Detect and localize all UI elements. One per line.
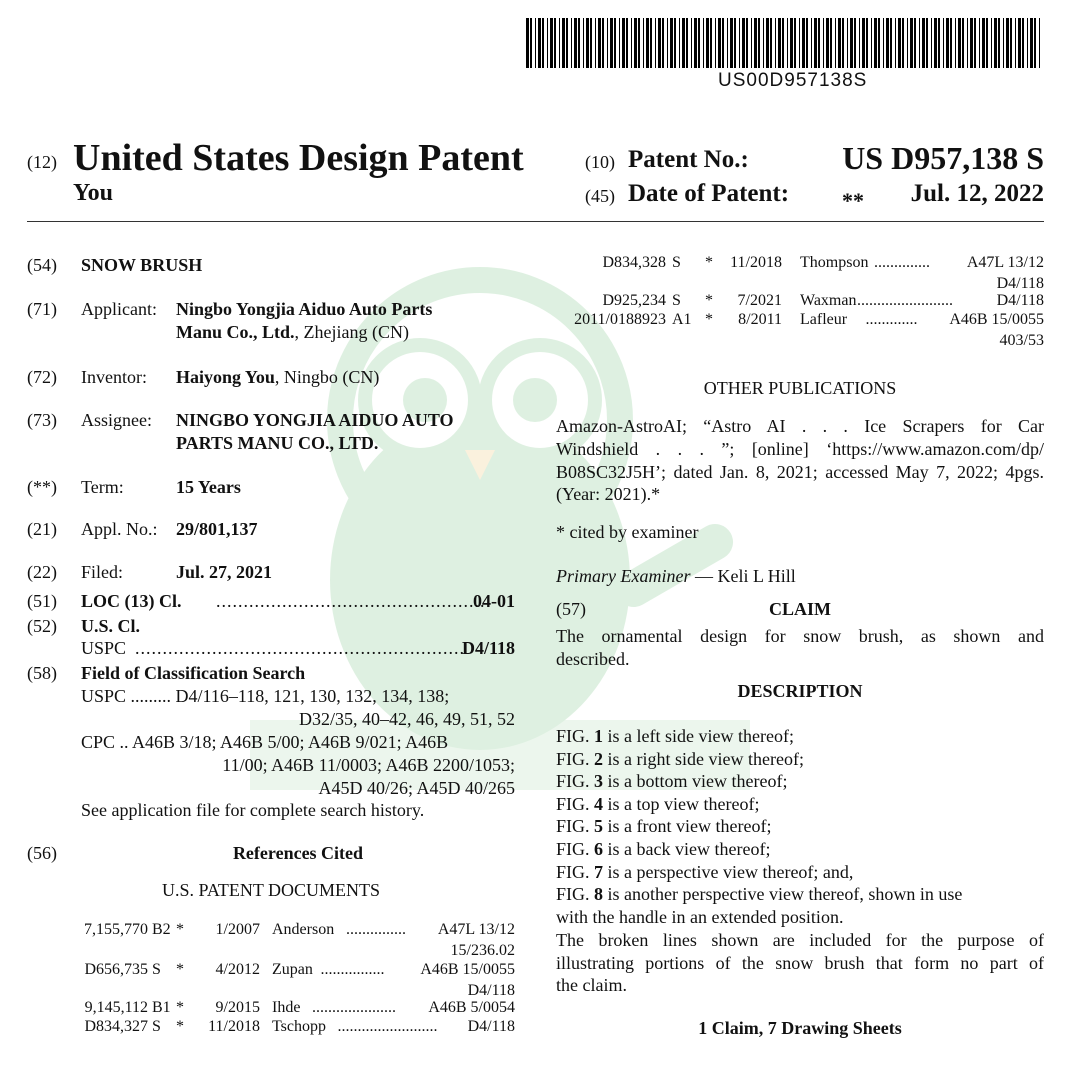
barcode-bar xyxy=(679,18,680,68)
barcode-bar xyxy=(946,18,949,68)
fig-description: is a left side view thereof; xyxy=(603,726,794,746)
barcode-bar xyxy=(658,18,661,68)
us-patent-docs-title: U.S. PATENT DOCUMENTS xyxy=(161,880,381,900)
ref-class: A47L 13/12 xyxy=(966,254,1044,271)
description-title: DESCRIPTION xyxy=(737,681,863,701)
ref-name: Zupan xyxy=(272,961,313,978)
barcode-bar xyxy=(670,18,673,68)
field-cpc-3: A45D 40/26; A45D 40/265 xyxy=(318,778,515,798)
ref-class: D4/118 xyxy=(996,292,1044,309)
fig-number: 8 xyxy=(594,884,604,905)
barcode-bar xyxy=(794,18,796,68)
barcode-bar xyxy=(694,18,697,68)
ref-date: 1/2007 xyxy=(215,921,260,938)
figure-item xyxy=(556,862,853,883)
fig-prefix: FIG. xyxy=(556,839,595,859)
barcode-bar xyxy=(802,18,805,68)
code-45: (45) xyxy=(585,186,615,206)
barcode-bar xyxy=(1039,18,1040,68)
barcode-bar xyxy=(1030,18,1033,68)
barcode-bar xyxy=(919,18,920,68)
fig-number: 2 xyxy=(594,748,604,769)
barcode-bar xyxy=(730,18,733,68)
barcode-bar xyxy=(991,18,992,68)
fig-prefix: FIG. xyxy=(556,861,595,882)
code-52: (52) xyxy=(27,616,57,636)
figure-item xyxy=(556,794,759,815)
barcode-bar xyxy=(790,18,793,68)
code-58: (58) xyxy=(27,663,57,683)
figure-item xyxy=(556,771,787,792)
barcode-bar xyxy=(998,18,1000,68)
search-history-note: See application file for complete search history. xyxy=(81,800,425,820)
fig-description: is a perspective view thereof; and, xyxy=(603,861,854,882)
barcode-bar xyxy=(691,18,692,68)
fig-prefix: FIG. xyxy=(556,793,595,814)
ref-star: * xyxy=(176,961,184,978)
barcode-bar xyxy=(758,18,760,68)
loc-value: 04-01 xyxy=(473,591,515,611)
barcode-bar xyxy=(598,18,601,68)
barcode-bar xyxy=(886,18,889,68)
barcode-icon xyxy=(526,18,1046,70)
barcode-bar xyxy=(602,18,604,68)
barcode-bar xyxy=(559,18,560,68)
ref-kind: A1 xyxy=(672,311,692,328)
ref-date: 11/2018 xyxy=(208,1018,260,1035)
barcode-bar xyxy=(586,18,589,68)
assignee-line-2: PARTS MANU CO., LTD. xyxy=(176,433,379,453)
barcode-bar xyxy=(550,18,553,68)
assignee-label: Assignee: xyxy=(81,410,152,430)
barcode-bar xyxy=(986,18,988,68)
barcode-bar xyxy=(974,18,976,68)
ref-date: 7/2021 xyxy=(737,292,782,309)
patent-date: Jul. 12, 2022 xyxy=(910,180,1044,207)
barcode-bar xyxy=(883,18,884,68)
barcode-bar xyxy=(650,18,652,68)
broken-lines-3: the claim. xyxy=(556,975,627,995)
us-cl-label: U.S. Cl. xyxy=(81,616,141,636)
ref-class: A46B 5/0054 xyxy=(428,999,515,1016)
barcode-bar xyxy=(938,18,940,68)
barcode-bar xyxy=(866,18,868,68)
inventor-name: Haiyong You xyxy=(176,367,275,387)
ref-class: D4/118 xyxy=(467,1018,515,1035)
ref-class-2: D4/118 xyxy=(996,275,1044,292)
term-value: 15 Years xyxy=(176,477,241,497)
other-pub-line-1: Amazon-AstroAI; “Astro AI . . . Ice Scrapers for Car xyxy=(556,416,1044,436)
barcode-bar xyxy=(614,18,616,68)
examiner-line xyxy=(556,566,796,587)
barcode-bar xyxy=(643,18,644,68)
broken-lines-2: illustrating portions of the snow brush that form no part of xyxy=(556,953,1044,973)
ref-date: 9/2015 xyxy=(215,999,260,1016)
barcode-bar xyxy=(662,18,664,68)
ref-name: Waxman xyxy=(800,292,857,309)
ref-name: Lafleur xyxy=(800,311,848,328)
uspc-dots: ............................................................ xyxy=(135,638,465,658)
inventor-line xyxy=(176,367,379,388)
barcode-bar xyxy=(842,18,844,68)
examiner-label: Primary Examiner xyxy=(556,566,691,586)
ref-date: 4/2012 xyxy=(215,961,260,978)
date-stars: ** xyxy=(842,188,864,213)
ref-star: * xyxy=(176,921,184,938)
barcode-bar xyxy=(811,18,812,68)
fig-number: 4 xyxy=(594,793,604,814)
barcode-bar xyxy=(878,18,880,68)
code-10: (10) xyxy=(585,152,615,172)
barcode-bar xyxy=(823,18,824,68)
barcode-bar xyxy=(814,18,817,68)
barcode-bar xyxy=(638,18,640,68)
patent-no-label: Patent No.: xyxy=(628,146,749,173)
barcode-bar xyxy=(530,18,532,68)
barcode-bar xyxy=(634,18,637,68)
barcode-bar xyxy=(610,18,613,68)
barcode-bar xyxy=(538,18,541,68)
cited-by-examiner: * cited by examiner xyxy=(556,522,699,542)
barcode-bar xyxy=(902,18,904,68)
ref-dots: ................ xyxy=(320,961,385,978)
barcode-bar xyxy=(850,18,853,68)
fig-prefix: FIG. xyxy=(556,748,595,769)
barcode-bar xyxy=(706,18,709,68)
ref-dots: ............. xyxy=(865,311,918,328)
fig-number: 7 xyxy=(594,861,604,882)
fig-number: 3 xyxy=(594,771,604,792)
ref-star: * xyxy=(705,254,713,271)
barcode-bar xyxy=(994,18,997,68)
barcode-bar xyxy=(910,18,913,68)
inventor-location: , Ningbo (CN) xyxy=(274,367,380,387)
code-73: (73) xyxy=(27,410,57,430)
barcode-bar xyxy=(746,18,748,68)
barcode-bar xyxy=(775,18,776,68)
barcode-bar xyxy=(698,18,700,68)
code-56: (56) xyxy=(27,843,57,863)
barcode-bar xyxy=(742,18,745,68)
claim-line-2: described. xyxy=(556,649,630,669)
code-54: (54) xyxy=(27,255,57,275)
barcode-bar xyxy=(950,18,952,68)
applicant-label: Applicant: xyxy=(81,299,157,319)
ref-number: D925,234 xyxy=(602,292,666,309)
barcode-bar xyxy=(682,18,685,68)
term-label: Term: xyxy=(81,477,124,497)
applicant-line-2 xyxy=(176,322,409,343)
appl-no-label: Appl. No.: xyxy=(81,519,158,539)
filed-value: Jul. 27, 2021 xyxy=(176,562,273,582)
fig-number: 6 xyxy=(594,839,604,859)
barcode-bar xyxy=(583,18,584,68)
barcode-bar xyxy=(619,18,620,68)
code-72: (72) xyxy=(27,367,57,387)
applicant-location: , Zhejiang (CN) xyxy=(294,322,409,342)
barcode-bar xyxy=(778,18,781,68)
ref-kind: B1 xyxy=(152,999,171,1016)
field-cpc-1: CPC .. A46B 3/18; A46B 5/00; A46B 9/021; A46B xyxy=(81,732,449,752)
figure-item xyxy=(556,816,771,837)
design-title: SNOW BRUSH xyxy=(81,255,203,275)
patent-number: US D957,138 S xyxy=(842,140,1044,176)
ref-name: Tschopp xyxy=(272,1018,326,1035)
barcode-bar xyxy=(595,18,596,68)
barcode-bar xyxy=(763,18,764,68)
barcode-bar xyxy=(818,18,820,68)
barcode-bar xyxy=(787,18,788,68)
examiner-name: Keli L Hill xyxy=(717,566,796,586)
barcode-bar xyxy=(979,18,980,68)
barcode-bar xyxy=(622,18,625,68)
fig-prefix: FIG. xyxy=(556,816,595,837)
ref-number: 2011/0188923 xyxy=(574,311,666,328)
ref-name: Thompson xyxy=(800,254,869,271)
barcode-bar xyxy=(931,18,932,68)
barcode-bar xyxy=(727,18,728,68)
barcode-bar xyxy=(1027,18,1028,68)
date-label: Date of Patent: xyxy=(628,180,790,207)
fig-prefix: FIG. xyxy=(556,884,595,905)
barcode-bar xyxy=(718,18,721,68)
barcode-bar xyxy=(826,18,829,68)
fig-description: is a right side view thereof; xyxy=(603,748,804,769)
barcode-bar xyxy=(874,18,877,68)
claim-line-1: The ornamental design for snow brush, as shown and xyxy=(556,626,1044,646)
barcode-bar xyxy=(526,18,529,68)
code-51: (51) xyxy=(27,591,57,611)
other-pub-line-4: (Year: 2021).* xyxy=(556,484,661,504)
figure-item xyxy=(556,884,962,905)
barcode-bar xyxy=(770,18,772,68)
ref-date: 8/2011 xyxy=(738,311,782,328)
ref-dots: ........................ xyxy=(857,292,953,309)
barcode-bar xyxy=(967,18,968,68)
barcode-bar xyxy=(835,18,836,68)
barcode-bar xyxy=(715,18,716,68)
fig-description: is a top view thereof; xyxy=(603,793,760,814)
fig-description: is a bottom view thereof; xyxy=(603,771,788,792)
barcode-bar xyxy=(914,18,916,68)
barcode-bar xyxy=(571,18,572,68)
barcode-bar xyxy=(590,18,592,68)
assignee-line-1: NINGBO YONGJIA AIDUO AUTO xyxy=(176,410,454,430)
barcode-bar xyxy=(898,18,901,68)
barcode-bar xyxy=(1003,18,1004,68)
barcode-bar xyxy=(926,18,928,68)
page-title: United States Design Patent xyxy=(73,137,524,179)
barcode-bar xyxy=(799,18,800,68)
barcode-bar xyxy=(574,18,577,68)
uspc-label: USPC xyxy=(81,638,127,658)
barcode-bar xyxy=(1015,18,1016,68)
barcode-bar xyxy=(970,18,973,68)
ref-kind: S xyxy=(672,254,681,271)
barcode-bar xyxy=(686,18,688,68)
barcode-bar xyxy=(854,18,856,68)
ref-dots: ............... xyxy=(346,921,406,938)
barcode-bar xyxy=(1022,18,1024,68)
ref-dots: .............. xyxy=(874,254,930,271)
ref-kind: S xyxy=(152,1018,161,1035)
examiner-dash: — xyxy=(690,566,718,586)
field-cpc-2: 11/00; A46B 11/0003; A46B 2200/1053; xyxy=(222,755,515,775)
ref-class-2: D4/118 xyxy=(467,982,515,999)
barcode-bar xyxy=(734,18,736,68)
barcode-bar xyxy=(862,18,865,68)
barcode-bar xyxy=(646,18,649,68)
barcode-bar xyxy=(943,18,944,68)
barcode-bar xyxy=(922,18,925,68)
figure-item xyxy=(556,726,794,747)
barcode-bar xyxy=(871,18,872,68)
ref-number: 9,145,112 xyxy=(84,999,148,1016)
figure-item xyxy=(556,749,804,770)
fig8-continuation: with the handle in an extended position. xyxy=(556,907,844,927)
ref-class-2: 15/236.02 xyxy=(450,942,515,959)
fig-number: 5 xyxy=(594,816,604,837)
barcode-bar xyxy=(751,18,752,68)
code-term: (**) xyxy=(27,477,57,497)
barcode-bar xyxy=(782,18,784,68)
barcode-bar xyxy=(830,18,832,68)
ref-star: * xyxy=(705,311,713,328)
loc-dots: ................................................. xyxy=(216,591,486,611)
barcode-bar xyxy=(934,18,937,68)
ref-number: D834,327 xyxy=(84,1018,148,1035)
references-title: References Cited xyxy=(232,843,364,863)
appl-no-value: 29/801,137 xyxy=(176,519,258,539)
barcode-bar xyxy=(562,18,565,68)
barcode-bar xyxy=(667,18,668,68)
ref-kind: S xyxy=(152,961,161,978)
barcode-bar xyxy=(703,18,704,68)
barcode-number: US00D957138S xyxy=(718,70,868,91)
uspc-value: D4/118 xyxy=(461,638,515,658)
ref-class: A47L 13/12 xyxy=(437,921,515,938)
fig-description: is a front view thereof; xyxy=(603,816,772,837)
barcode-bar xyxy=(554,18,556,68)
ref-class: A46B 15/0055 xyxy=(949,311,1044,328)
barcode-bar xyxy=(982,18,985,68)
code-12: (12) xyxy=(27,152,57,172)
barcode-bar xyxy=(766,18,769,68)
ref-star: * xyxy=(176,999,184,1016)
code-71: (71) xyxy=(27,299,57,319)
barcode-bar xyxy=(739,18,740,68)
barcode-bar xyxy=(859,18,860,68)
barcode-bar xyxy=(958,18,961,68)
ref-kind: B2 xyxy=(152,921,171,938)
code-21: (21) xyxy=(27,519,57,539)
barcode-bar xyxy=(838,18,841,68)
barcode-bar xyxy=(890,18,892,68)
barcode-bar xyxy=(710,18,712,68)
other-pub-line-3: B08SC32J5H’; dated Jan. 8, 2021; accessed May 7, 2022; 4pgs. xyxy=(556,462,1044,482)
barcode-bar xyxy=(962,18,964,68)
field-search-label: Field of Classification Search xyxy=(81,663,306,683)
barcode-bar xyxy=(722,18,724,68)
barcode-bar xyxy=(547,18,548,68)
ref-name: Ihde xyxy=(272,999,301,1016)
barcode-bar xyxy=(1034,18,1036,68)
fig-description: is another perspective view thereof, shown in use xyxy=(603,884,963,905)
field-uspc-1: USPC ......... D4/116–118, 121, 130, 132, 134, 138; xyxy=(81,686,450,706)
other-pub-line-2: Windshield . . . ”; [online] ‘https://www.amazon.com/dp/ xyxy=(556,439,1044,459)
barcode-bar xyxy=(542,18,544,68)
ref-name: Anderson xyxy=(272,921,335,938)
barcode-bar xyxy=(1010,18,1012,68)
barcode-bar xyxy=(1006,18,1009,68)
other-publications-title: OTHER PUBLICATIONS xyxy=(703,378,897,398)
barcode-bar xyxy=(607,18,608,68)
code-22: (22) xyxy=(27,562,57,582)
inventor-short: You xyxy=(73,180,114,206)
barcode-bar xyxy=(754,18,757,68)
barcode-bar xyxy=(907,18,908,68)
fig-prefix: FIG. xyxy=(556,771,595,792)
barcode-bar xyxy=(631,18,632,68)
barcode-bar xyxy=(674,18,676,68)
barcode-bar xyxy=(895,18,896,68)
figure-item xyxy=(556,839,770,860)
barcode-bar xyxy=(535,18,536,68)
barcode-bar xyxy=(566,18,568,68)
applicant-name-1: Ningbo Yongjia Aiduo Auto Parts xyxy=(176,299,433,319)
broken-lines-1: The broken lines shown are included for the purpose of xyxy=(556,930,1044,950)
ref-date: 11/2018 xyxy=(730,254,782,271)
barcode-bar xyxy=(626,18,628,68)
fig-description: is a back view thereof; xyxy=(603,839,771,859)
barcode-bar xyxy=(578,18,580,68)
applicant-name-2: Manu Co., Ltd. xyxy=(176,322,295,342)
barcode-bar xyxy=(806,18,808,68)
ref-dots: ..................... xyxy=(312,999,396,1016)
ref-class: A46B 15/0055 xyxy=(420,961,515,978)
claim-title: CLAIM xyxy=(769,599,831,619)
fig-prefix: FIG. xyxy=(556,726,595,746)
ref-star: * xyxy=(176,1018,184,1035)
field-uspc-2: D32/35, 40–42, 46, 49, 51, 52 xyxy=(299,709,515,729)
fig-number: 1 xyxy=(594,726,604,746)
claims-sheets-footer: 1 Claim, 7 Drawing Sheets xyxy=(698,1018,902,1038)
barcode-bar xyxy=(955,18,956,68)
ref-number: D834,328 xyxy=(602,254,666,271)
ref-class-2: 403/53 xyxy=(999,332,1044,349)
filed-label: Filed: xyxy=(81,562,124,582)
ref-number: D656,735 xyxy=(84,961,148,978)
ref-star: * xyxy=(705,292,713,309)
ref-kind: S xyxy=(672,292,681,309)
barcode-bar xyxy=(655,18,656,68)
ref-dots: ......................... xyxy=(337,1018,438,1035)
ref-number: 7,155,770 xyxy=(84,921,148,938)
code-57: (57) xyxy=(556,599,586,619)
loc-label: LOC (13) Cl. xyxy=(81,591,182,611)
barcode-bar xyxy=(1018,18,1021,68)
header-rule xyxy=(27,221,1044,222)
barcode-bar xyxy=(847,18,848,68)
inventor-label: Inventor: xyxy=(81,367,147,387)
